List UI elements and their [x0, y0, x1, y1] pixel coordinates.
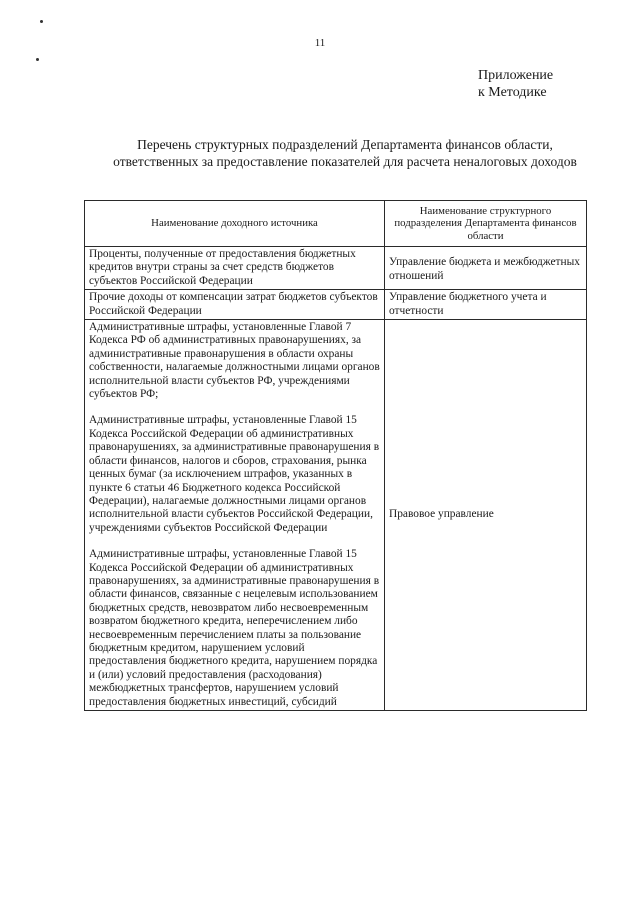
- header-source: Наименование доходного источника: [85, 201, 385, 247]
- table-row: [85, 290, 587, 320]
- scan-dot: [40, 20, 43, 23]
- table-header-row: [85, 201, 587, 247]
- cell-source: Прочие доходы от компенсации затрат бюджетов субъектов Российской Федерации: [85, 290, 385, 320]
- cell-department: Правовое управление: [385, 320, 587, 711]
- appendix-note: [478, 67, 553, 101]
- header-department: Наименование структурного подразделения Департамента финансов области: [385, 201, 587, 247]
- source-paragraph: Административные штрафы, установленные Главой 15 Кодекса Российской Федерации об административных правонарушениях, за административные правонарушения в области финансов, связанные с нецелевым использованием бюджетных средств, невозвратом либо несвоевременным возвратом бюджетного кредита, неперечислением либо несвоевременным перечислением платы за пользование бюджетным кредитом, нарушением условий предоставления бюджетного кредита, нарушением порядка и (или) условий предоставления (расходования) межбюджетных трансфертов, нарушением условий предоставления бюджетных инвестиций, субсидий: [89, 548, 380, 708]
- source-paragraph: Административные штрафы, установленные Главой 15 Кодекса Российской Федерации об административных правонарушениях, за административные правонарушения в области финансов, налогов и сборов, страхования, рынка ценных бумаг (за исключением штрафов, указанных в пункте 6 статьи 46 Бюджетного кодекса Российской Федерации), налагаемые должностными лицами органов исполнительной власти субъектов Российской Федерации, учреждениями субъектов Российской Федерации: [89, 414, 380, 534]
- table-row: [85, 247, 587, 290]
- departments-table: [84, 200, 587, 711]
- table-row: [85, 320, 587, 711]
- cell-department: Управление бюджета и межбюджетных отношений: [385, 247, 587, 290]
- appendix-line-2: к Методике: [478, 85, 547, 100]
- page-number: 11: [314, 37, 326, 49]
- scan-dot: [36, 58, 39, 61]
- cell-source: [85, 320, 385, 711]
- document-title: Перечень структурных подразделений Департамента финансов области, ответственных за предоставление показателей для расчета неналоговых доходов: [113, 137, 577, 169]
- source-paragraph: Административные штрафы, установленные Главой 7 Кодекса РФ об административных правонарушениях, за административные правонарушения в области охраны собственности, налагаемые должностными лицами органов исполнительной власти субъектов РФ, учреждениями субъектов РФ;: [89, 321, 380, 401]
- cell-source: Проценты, полученные от предоставления бюджетных кредитов внутри страны за счет средств бюджетов субъектов Российской Федерации: [85, 247, 385, 290]
- appendix-line-1: Приложение: [478, 68, 554, 83]
- cell-department: Управление бюджетного учета и отчетности: [385, 290, 587, 320]
